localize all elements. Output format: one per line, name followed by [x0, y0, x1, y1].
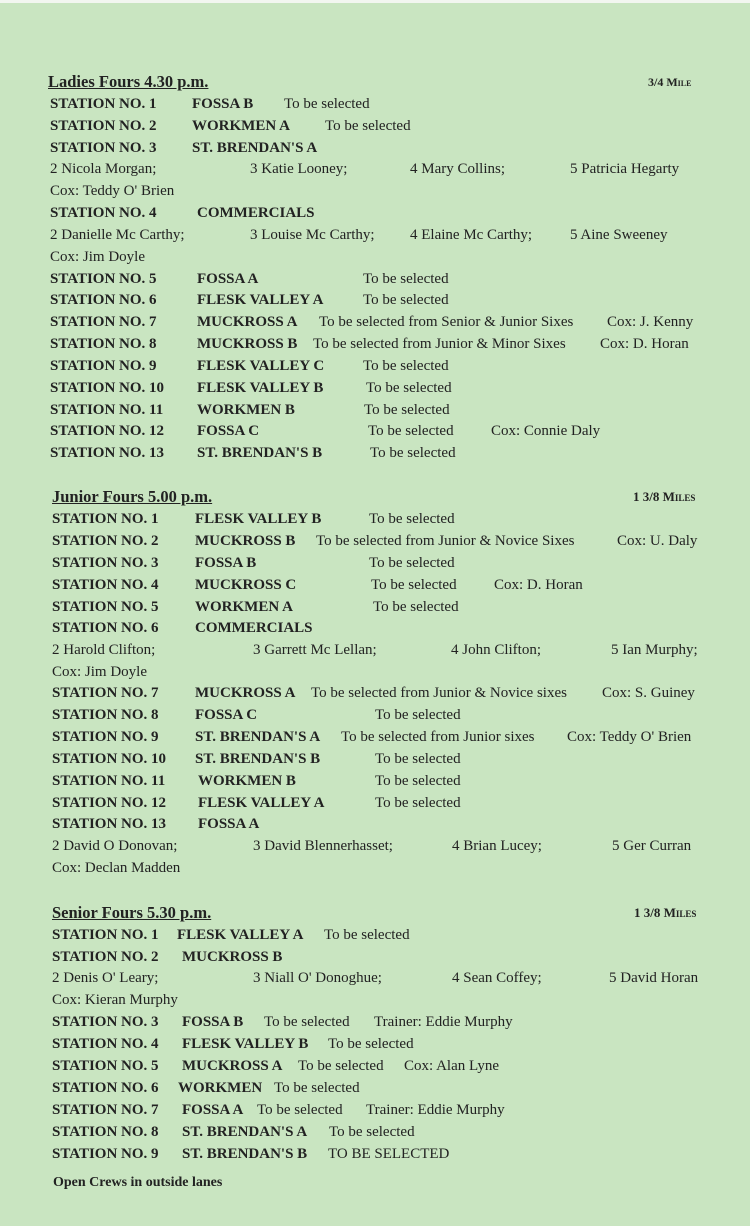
crew-status: To be selected — [325, 118, 411, 134]
crew-name: COMMERCIALS — [197, 205, 315, 221]
station-label: STATION NO. 4 — [50, 205, 157, 221]
crew-name: MUCKROSS B — [197, 336, 298, 352]
crew-name: ST. BRENDAN'S B — [197, 445, 323, 461]
rower: 3 Niall O' Donoghue; — [253, 970, 382, 986]
rower: 2 Nicola Morgan; — [50, 161, 157, 177]
crew-name: FOSSA B — [195, 555, 257, 571]
crew-status: To be selected — [329, 1124, 415, 1140]
crew-name: FLESK VALLEY A — [177, 927, 304, 943]
crew-name: FOSSA A — [198, 816, 260, 832]
station-label: STATION NO. 7 — [52, 1102, 159, 1118]
section-title: Senior Fours 5.30 p.m. — [52, 903, 212, 922]
crew-status: To be selected — [363, 358, 449, 374]
crew-name: FLESK VALLEY C — [197, 358, 325, 374]
cox-name: Cox: Teddy O' Brien — [50, 183, 175, 199]
crew-status: To be selected — [366, 380, 452, 396]
crew-name: ST. BRENDAN'S A — [192, 140, 318, 156]
station-label: STATION NO. 13 — [50, 445, 165, 461]
station-label: STATION NO. 1 — [50, 96, 157, 112]
crew-name: WORKMEN B — [197, 402, 295, 418]
rower: 4 Mary Collins; — [410, 161, 506, 177]
crew-status: To be selected — [364, 402, 450, 418]
crew-name: FOSSA A — [197, 271, 259, 287]
station-label: STATION NO. 2 — [52, 533, 159, 549]
crew-name: FLESK VALLEY A — [198, 795, 325, 811]
crew-cox: Cox: S. Guiney — [602, 685, 695, 701]
station-label: STATION NO. 3 — [52, 555, 159, 571]
rower: 5 David Horan — [609, 970, 699, 986]
crew-cox: Cox: D. Horan — [494, 577, 583, 593]
crew-name: COMMERCIALS — [195, 620, 313, 636]
cox-name: Cox: Jim Doyle — [50, 249, 146, 265]
rower: 5 Aine Sweeney — [570, 227, 668, 243]
station-label: STATION NO. 7 — [52, 685, 159, 701]
station-label: STATION NO. 5 — [52, 599, 159, 615]
section-title: Junior Fours 5.00 p.m. — [52, 487, 213, 506]
station-label: STATION NO. 8 — [52, 707, 159, 723]
rower: 3 Louise Mc Carthy; — [250, 227, 375, 243]
cox-name: Cox: Kieran Murphy — [52, 992, 178, 1008]
station-label: STATION NO. 11 — [50, 402, 164, 418]
crew-name: MUCKROSS A — [182, 1058, 283, 1074]
station-label: STATION NO. 9 — [50, 358, 157, 374]
crew-name: FOSSA A — [182, 1102, 244, 1118]
section-title: Ladies Fours 4.30 p.m. — [48, 72, 209, 91]
rower: 3 Katie Looney; — [250, 161, 348, 177]
crew-name: MUCKROSS A — [197, 314, 298, 330]
station-label: STATION NO. 13 — [52, 816, 167, 832]
crew-status: To be selected — [257, 1102, 343, 1118]
crew-name: FOSSA B — [182, 1014, 244, 1030]
crew-status: To be selected from Junior & Novice sixes — [311, 685, 567, 701]
station-label: STATION NO. 5 — [52, 1058, 159, 1074]
crew-status: To be selected from Senior & Junior Sixes — [319, 314, 574, 330]
crew-status: To be selected — [328, 1036, 414, 1052]
station-label: STATION NO. 3 — [52, 1014, 159, 1030]
crew-trainer: Trainer: Eddie Murphy — [374, 1014, 513, 1030]
station-label: STATION NO. 8 — [50, 336, 157, 352]
crew-name: MUCKROSS A — [195, 685, 296, 701]
crew-name: FOSSA B — [192, 96, 254, 112]
rower: 3 David Blennerhasset; — [253, 838, 393, 854]
rower: 4 Elaine Mc Carthy; — [410, 227, 533, 243]
rower: 5 Patricia Hegarty — [570, 161, 680, 177]
crew-status: TO BE SELECTED — [328, 1146, 450, 1162]
crew-name: FLESK VALLEY A — [197, 292, 324, 308]
crew-name: FOSSA C — [195, 707, 258, 723]
crew-status: To be selected — [298, 1058, 384, 1074]
rower: 4 Sean Coffey; — [452, 970, 542, 986]
rower: 5 Ger Curran — [612, 838, 692, 854]
station-label: STATION NO. 4 — [52, 1036, 159, 1052]
rower: 2 Denis O' Leary; — [52, 970, 159, 986]
crew-name: ST. BRENDAN'S A — [182, 1124, 308, 1140]
rower: 5 Ian Murphy; — [611, 642, 698, 658]
station-label: STATION NO. 10 — [52, 751, 167, 767]
crew-status: To be selected — [375, 773, 461, 789]
crew-cox: Cox: J. Kenny — [607, 314, 694, 330]
crew-status: To be selected — [274, 1080, 360, 1096]
crew-name: ST. BRENDAN'S B — [182, 1146, 308, 1162]
crew-status: To be selected — [264, 1014, 350, 1030]
station-label: STATION NO. 1 — [52, 927, 159, 943]
crew-trainer: Trainer: Eddie Murphy — [366, 1102, 505, 1118]
page-top-edge — [0, 0, 750, 3]
section-distance: 1 3/8 Miles — [633, 489, 696, 504]
crew-status: To be selected — [371, 577, 457, 593]
crew-status: To be selected from Junior & Minor Sixes — [313, 336, 566, 352]
station-label: STATION NO. 3 — [50, 140, 157, 156]
crew-status: To be selected — [373, 599, 459, 615]
crew-name: FLESK VALLEY B — [197, 380, 324, 396]
rower: 4 Brian Lucey; — [452, 838, 542, 854]
crew-status: To be selected — [363, 292, 449, 308]
crew-name: WORKMEN A — [195, 599, 293, 615]
crew-status: To be selected — [284, 96, 370, 112]
crew-status: To be selected — [375, 751, 461, 767]
rower: 2 Harold Clifton; — [52, 642, 156, 658]
crew-status: To be selected from Junior & Novice Sixes — [316, 533, 575, 549]
station-label: STATION NO. 9 — [52, 729, 159, 745]
crew-status: To be selected — [370, 445, 456, 461]
station-label: STATION NO. 9 — [52, 1146, 159, 1162]
crew-cox: Cox: D. Horan — [600, 336, 689, 352]
station-label: STATION NO. 6 — [52, 1080, 159, 1096]
crew-cox: Cox: Teddy O' Brien — [567, 729, 692, 745]
station-label: STATION NO. 4 — [52, 577, 159, 593]
crew-status: To be selected — [369, 555, 455, 571]
cox-name: Cox: Jim Doyle — [52, 664, 148, 680]
station-label: STATION NO. 8 — [52, 1124, 159, 1140]
crew-name: MUCKROSS B — [182, 949, 283, 965]
crew-status: To be selected from Junior sixes — [341, 729, 535, 745]
station-label: STATION NO. 5 — [50, 271, 157, 287]
crew-name: FOSSA C — [197, 423, 260, 439]
crew-cox: Cox: Connie Daly — [491, 423, 601, 439]
station-label: STATION NO. 12 — [50, 423, 165, 439]
crew-status: To be selected — [375, 707, 461, 723]
crew-cox: Cox: U. Daly — [617, 533, 698, 549]
footer-note: Open Crews in outside lanes — [53, 1175, 223, 1190]
rower: 3 Garrett Mc Lellan; — [253, 642, 377, 658]
station-label: STATION NO. 6 — [50, 292, 157, 308]
station-label: STATION NO. 6 — [52, 620, 159, 636]
crew-status: To be selected — [368, 423, 454, 439]
station-label: STATION NO. 2 — [50, 118, 157, 134]
crew-name: MUCKROSS C — [195, 577, 297, 593]
station-label: STATION NO. 2 — [52, 949, 159, 965]
crew-status: To be selected — [375, 795, 461, 811]
crew-name: ST. BRENDAN'S B — [195, 751, 321, 767]
station-label: STATION NO. 10 — [50, 380, 165, 396]
crew-name: ST. BRENDAN'S A — [195, 729, 321, 745]
station-label: STATION NO. 12 — [52, 795, 167, 811]
cox-name: Cox: Declan Madden — [52, 860, 181, 876]
station-label: STATION NO. 7 — [50, 314, 157, 330]
crew-name: MUCKROSS B — [195, 533, 296, 549]
crew-status: To be selected — [324, 927, 410, 943]
station-label: STATION NO. 1 — [52, 511, 159, 527]
crew-status: To be selected — [369, 511, 455, 527]
crew-cox: Cox: Alan Lyne — [404, 1058, 499, 1074]
crew-status: To be selected — [363, 271, 449, 287]
station-label: STATION NO. 11 — [52, 773, 166, 789]
crew-name: FLESK VALLEY B — [182, 1036, 309, 1052]
crew-name: WORKMEN — [178, 1080, 263, 1096]
section-distance: 1 3/8 Miles — [634, 905, 697, 920]
rower: 2 David O Donovan; — [52, 838, 178, 854]
crew-name: FLESK VALLEY B — [195, 511, 322, 527]
crew-name: WORKMEN A — [192, 118, 290, 134]
section-distance: 3/4 Mile — [648, 75, 692, 89]
rower: 4 John Clifton; — [451, 642, 542, 658]
crew-name: WORKMEN B — [198, 773, 296, 789]
rower: 2 Danielle Mc Carthy; — [50, 227, 185, 243]
